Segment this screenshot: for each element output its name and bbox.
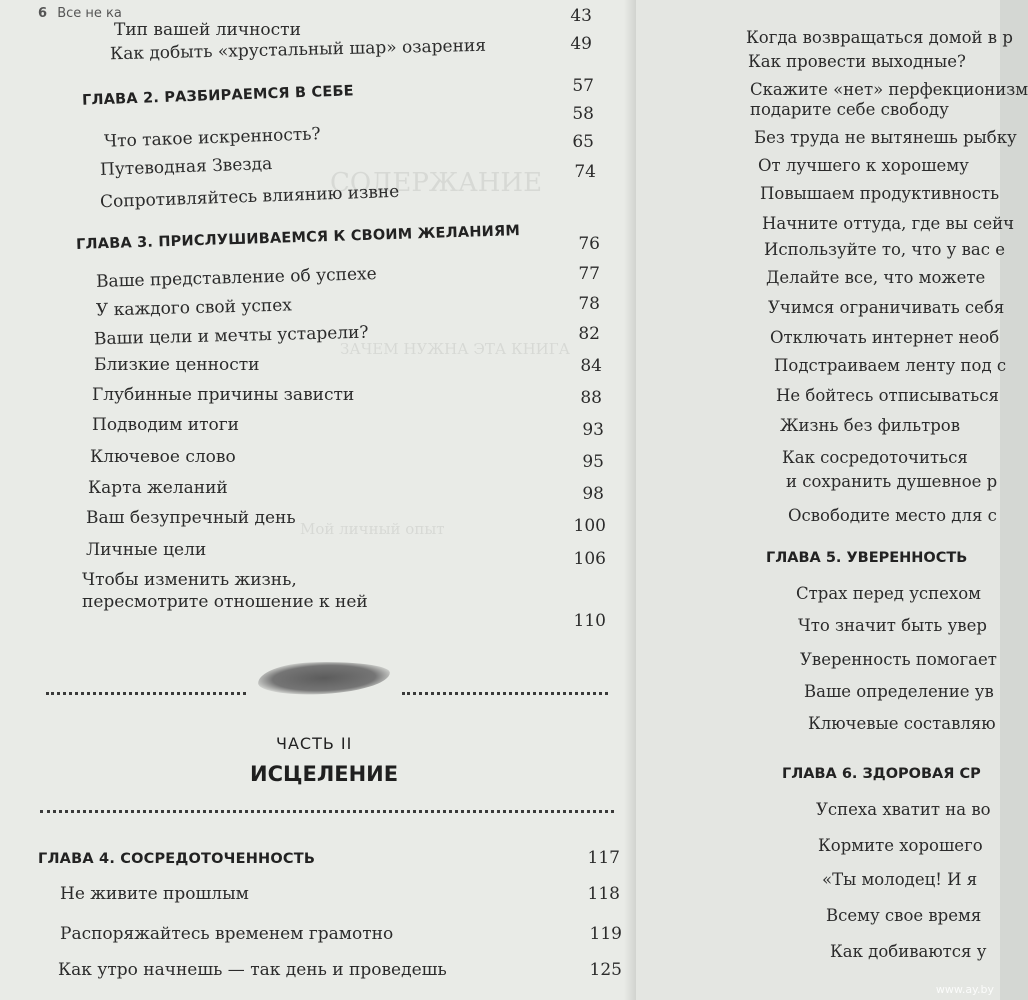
toc-entry: Что значит быть увер xyxy=(798,616,987,635)
toc-entry: Что такое искренность? xyxy=(103,124,321,152)
brush-stroke-decoration xyxy=(257,660,390,697)
toc-entry: пересмотрите отношение к ней xyxy=(82,592,368,612)
toc-entry: Когда возвращаться домой в р xyxy=(746,28,1013,47)
toc-entry: Успеха хватит на во xyxy=(816,800,991,819)
chapter-page: 117 xyxy=(587,848,620,868)
toc-entry: Как добыть «хрустальный шар» озарения xyxy=(109,35,487,65)
toc-entry: Всему свое время xyxy=(826,906,982,925)
toc-entry: Как провести выходные? xyxy=(748,52,966,71)
chapter-title: ГЛАВА 4. СОСРЕДОТОЧЕННОСТЬ xyxy=(38,851,316,867)
toc-entry: Ключевые составляю xyxy=(808,714,996,733)
toc-entry: Сопротивляйтесь влиянию извне xyxy=(99,181,400,213)
toc-entry: Как утро начнешь — так день и проведешь xyxy=(58,960,447,980)
toc-entry-page: 93 xyxy=(582,420,604,440)
toc-entry: Кормите хорошего xyxy=(818,836,983,855)
toc-entry: Не живите прошлым xyxy=(60,884,249,904)
toc-entry-page: 74 xyxy=(574,162,596,182)
toc-entry-page: 125 xyxy=(589,960,622,980)
toc-entry: Начните оттуда, где вы сейч xyxy=(762,214,1015,233)
dotted-rule xyxy=(40,810,614,813)
toc-entry-page: 78 xyxy=(578,294,600,314)
toc-entry-page: 88 xyxy=(580,388,602,408)
toc-entry: Освободите место для с xyxy=(788,506,997,525)
toc-entry: Ваше представление об успехе xyxy=(95,264,377,292)
toc-entry: Карта желаний xyxy=(88,478,228,498)
toc-entry: Используйте то, что у вас е xyxy=(764,240,1005,259)
toc-entry: Без труда не вытянешь рыбку xyxy=(754,128,1017,147)
toc-entry: Делайте все, что можете xyxy=(766,268,986,287)
part-title: ИСЦЕЛЕНИЕ xyxy=(250,762,399,786)
toc-entry: Личные цели xyxy=(86,540,207,560)
toc-entry-page: 110 xyxy=(573,611,606,631)
chapter-title: ГЛАВА 2. РАЗБИРАЕМСЯ В СЕБЕ xyxy=(81,83,355,109)
toc-entry-page: 100 xyxy=(573,516,606,536)
toc-entry: Глубинные причины зависти xyxy=(92,385,355,405)
running-head xyxy=(38,6,122,21)
dotted-rule xyxy=(46,692,246,695)
toc-entry: У каждого свой успех xyxy=(95,295,293,321)
toc-entry: Распоряжайтесь временем грамотно xyxy=(60,924,394,944)
toc-entry: Учимся ограничивать себя xyxy=(768,298,1005,317)
toc-entry-page: 43 xyxy=(570,6,592,26)
toc-entry: Жизнь без фильтров xyxy=(780,416,960,435)
toc-entry: подарите себе свободу xyxy=(750,100,949,119)
chapter-page: 76 xyxy=(578,234,600,254)
toc-entry-page: 119 xyxy=(589,924,622,944)
toc-entry: Как сосредоточиться xyxy=(782,448,968,467)
toc-entry-page: 77 xyxy=(578,264,600,284)
left-page: СОДЕРЖАНИЕ ЗАЧЕМ НУЖНА ЭТА КНИГА Мой личный опыт 6 Все не ка Тип вашей личности 43 Как добыть «хрустальный шар» озарения 49 57 ГЛАВА 2. РАЗБИРАЕМСЯ В СЕБЕ 58 Что такое искренность? 65 Путеводная Звезда 74 Сопротивляйтесь влиянию извне ГЛАВА 3. ПРИСЛУШИВАЕМСЯ К СВОИМ ЖЕЛАНИЯМ 76 Ваше представление об успехе 77 У каждого свой успех 78 Ваши цели и мечты устарели? Близкие ценности Глубинные причины зависти Подводим итоги Ключевое слово Карта желаний Ваш безупречный день Личные цели Чтобы изменить жизнь, пересмотрите отношение к ней 82 84 88 93 95 98 100 106 110 ЧАСТЬ II ИСЦЕЛЕНИЕ ГЛАВА 4. СОСРЕДОТОЧЕННОСТЬ 117 Не живите прошлым 118 Распоряжайтесь временем грамотно 119 Как утро начнешь — так день и проведешь 125 xyxy=(0,0,636,1000)
toc-entry-page: 106 xyxy=(573,549,606,569)
toc-entry-page: 118 xyxy=(587,884,620,904)
toc-entry: Не бойтесь отписываться xyxy=(776,386,999,405)
toc-entry-page: 84 xyxy=(580,356,602,376)
toc-entry: Близкие ценности xyxy=(94,355,260,375)
toc-entry: Путеводная Звезда xyxy=(99,154,273,180)
toc-entry: Скажите «нет» перфекционизм xyxy=(750,80,1028,99)
chapter-title: ГЛАВА 3. ПРИСЛУШИВАЕМСЯ К СВОИМ ЖЕЛАНИЯМ xyxy=(75,223,521,253)
toc-entry: Отключать интернет необ xyxy=(770,328,1000,347)
toc-entry: Подстраиваем ленту под с xyxy=(774,356,1007,375)
toc-entry: Ваше определение ув xyxy=(804,682,994,701)
toc-entry: Ваш безупречный день xyxy=(86,508,296,528)
running-head-page-number: 6 xyxy=(38,6,48,21)
part-label: ЧАСТЬ II xyxy=(276,734,353,753)
toc-entry: и сохранить душевное р xyxy=(786,472,998,491)
toc-entry: Подводим итоги xyxy=(92,415,239,435)
toc-entry: Повышаем продуктивность xyxy=(760,184,1000,203)
toc-entry: Как добиваются у xyxy=(830,942,987,961)
chapter-title: ГЛАВА 6. ЗДОРОВАЯ СР xyxy=(782,766,981,782)
toc-entry: Страх перед успехом xyxy=(796,584,981,603)
chapter-title: ГЛАВА 5. УВЕРЕННОСТЬ xyxy=(766,550,968,566)
toc-entry-page: 58 xyxy=(572,104,594,124)
toc-entry: От лучшего к хорошему xyxy=(758,156,969,175)
toc-entry-page: 49 xyxy=(570,34,592,54)
toc-entry-page: 65 xyxy=(572,132,594,152)
toc-entry: Уверенность помогает xyxy=(800,650,997,669)
chapter-page: 57 xyxy=(572,76,594,96)
toc-entry: Чтобы изменить жизнь, xyxy=(82,570,297,590)
dotted-rule xyxy=(402,692,608,695)
toc-entry: «Ты молодец! И я xyxy=(822,870,978,889)
toc-entry-page: 98 xyxy=(582,484,604,504)
running-head-title: Все не ка xyxy=(57,6,122,21)
toc-entry-page-82: 82 xyxy=(578,324,600,344)
toc-entry-page: 95 xyxy=(582,452,604,472)
watermark: www.ay.by xyxy=(935,983,994,996)
toc-entry: Ваши цели и мечты устарели? xyxy=(93,322,369,350)
right-page xyxy=(636,0,1028,1000)
toc-entry: Тип вашей личности xyxy=(114,20,301,40)
toc-entry: Ключевое слово xyxy=(90,447,236,467)
